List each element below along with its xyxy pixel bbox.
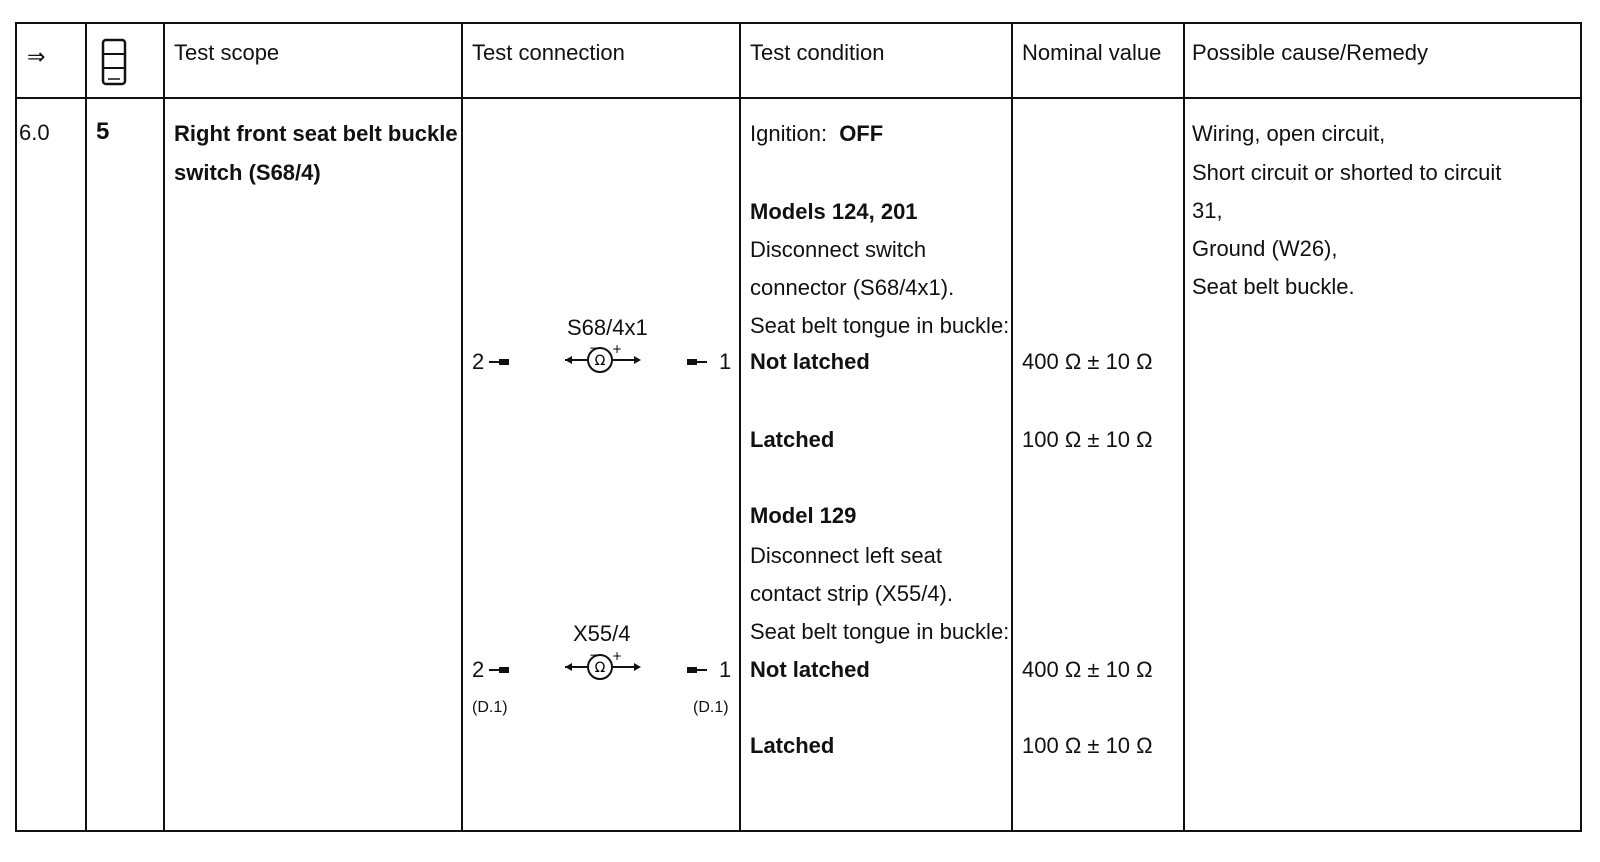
condition-not-latched: Not latched xyxy=(750,657,870,682)
remedy-line: 31, xyxy=(1192,198,1223,223)
column-divider xyxy=(163,24,165,830)
connection-pin-right: 1 xyxy=(719,657,732,682)
condition-models-a: Models 124, 201 xyxy=(750,199,918,224)
header-test-connection: Test connection xyxy=(472,40,625,65)
tester-device-icon xyxy=(101,38,127,91)
connection-sub-right: (D.1) xyxy=(693,699,729,716)
svg-text:+: + xyxy=(612,343,623,356)
remedy-line: Wiring, open circuit, xyxy=(1192,121,1386,146)
test-scope-line: Right front seat belt buckle xyxy=(174,121,458,146)
condition-text: Disconnect left seat xyxy=(750,543,942,568)
column-divider xyxy=(461,24,463,830)
header-nominal-value: Nominal value xyxy=(1022,40,1162,65)
condition-model-b: Model 129 xyxy=(750,503,857,528)
header-possible-cause: Possible cause/Remedy xyxy=(1192,40,1429,65)
nominal-value: 400 Ω ± 10 Ω xyxy=(1022,657,1153,682)
condition-text: Seat belt tongue in buckle: xyxy=(750,313,1010,338)
svg-text:+: + xyxy=(612,650,623,663)
remedy-line: Short circuit or shorted to circuit xyxy=(1192,160,1502,185)
ohmmeter-icon xyxy=(563,650,643,689)
ignition-value: OFF xyxy=(839,121,884,146)
svg-text:Ω: Ω xyxy=(594,660,606,676)
connection-pin-left: 2 xyxy=(472,657,485,682)
ignition-label: Ignition: xyxy=(750,121,828,146)
wire-right-icon xyxy=(685,663,709,681)
test-scope-line: switch (S68/4) xyxy=(174,160,321,185)
condition-not-latched: Not latched xyxy=(750,349,870,374)
connection-pin-right: 1 xyxy=(719,349,732,374)
condition-ignition xyxy=(750,114,883,153)
column-divider xyxy=(1011,24,1013,830)
connection-sub-left: (D.1) xyxy=(472,699,508,716)
wire-left-icon xyxy=(487,355,511,373)
condition-latched: Latched xyxy=(750,427,835,452)
condition-text: connector (S68/4x1). xyxy=(750,275,955,300)
ohmmeter-icon xyxy=(563,343,643,382)
condition-text: contact strip (X55/4). xyxy=(750,581,953,606)
header-test-scope: Test scope xyxy=(174,40,280,65)
condition-latched: Latched xyxy=(750,733,835,758)
condition-text: Seat belt tongue in buckle: xyxy=(750,619,1010,644)
header-test-condition: Test condition xyxy=(750,40,885,65)
wire-right-icon xyxy=(685,355,709,373)
arrow-icon: ⇒ xyxy=(27,44,46,69)
column-divider xyxy=(1183,24,1185,830)
column-divider xyxy=(739,24,741,830)
connection-label-s68: S68/4x1 xyxy=(567,315,648,340)
nominal-value: 100 Ω ± 10 Ω xyxy=(1022,427,1153,452)
svg-text:Ω: Ω xyxy=(594,353,606,369)
connection-pin-left: 2 xyxy=(472,349,485,374)
wire-left-icon xyxy=(487,663,511,681)
remedy-line: Ground (W26), xyxy=(1192,236,1338,261)
remedy-line: Seat belt buckle. xyxy=(1192,274,1355,299)
mode-glyph: 5 xyxy=(96,118,110,145)
svg-text:−: − xyxy=(589,343,600,355)
svg-text:−: − xyxy=(589,650,600,662)
header-divider xyxy=(17,97,1580,99)
nominal-value: 400 Ω ± 10 Ω xyxy=(1022,349,1153,374)
column-divider xyxy=(85,24,87,830)
step-number: 6.0 xyxy=(19,120,50,145)
condition-text: Disconnect switch xyxy=(750,237,927,262)
connection-label-x55: X55/4 xyxy=(573,621,631,646)
nominal-value: 100 Ω ± 10 Ω xyxy=(1022,733,1153,758)
test-table xyxy=(15,22,1582,832)
